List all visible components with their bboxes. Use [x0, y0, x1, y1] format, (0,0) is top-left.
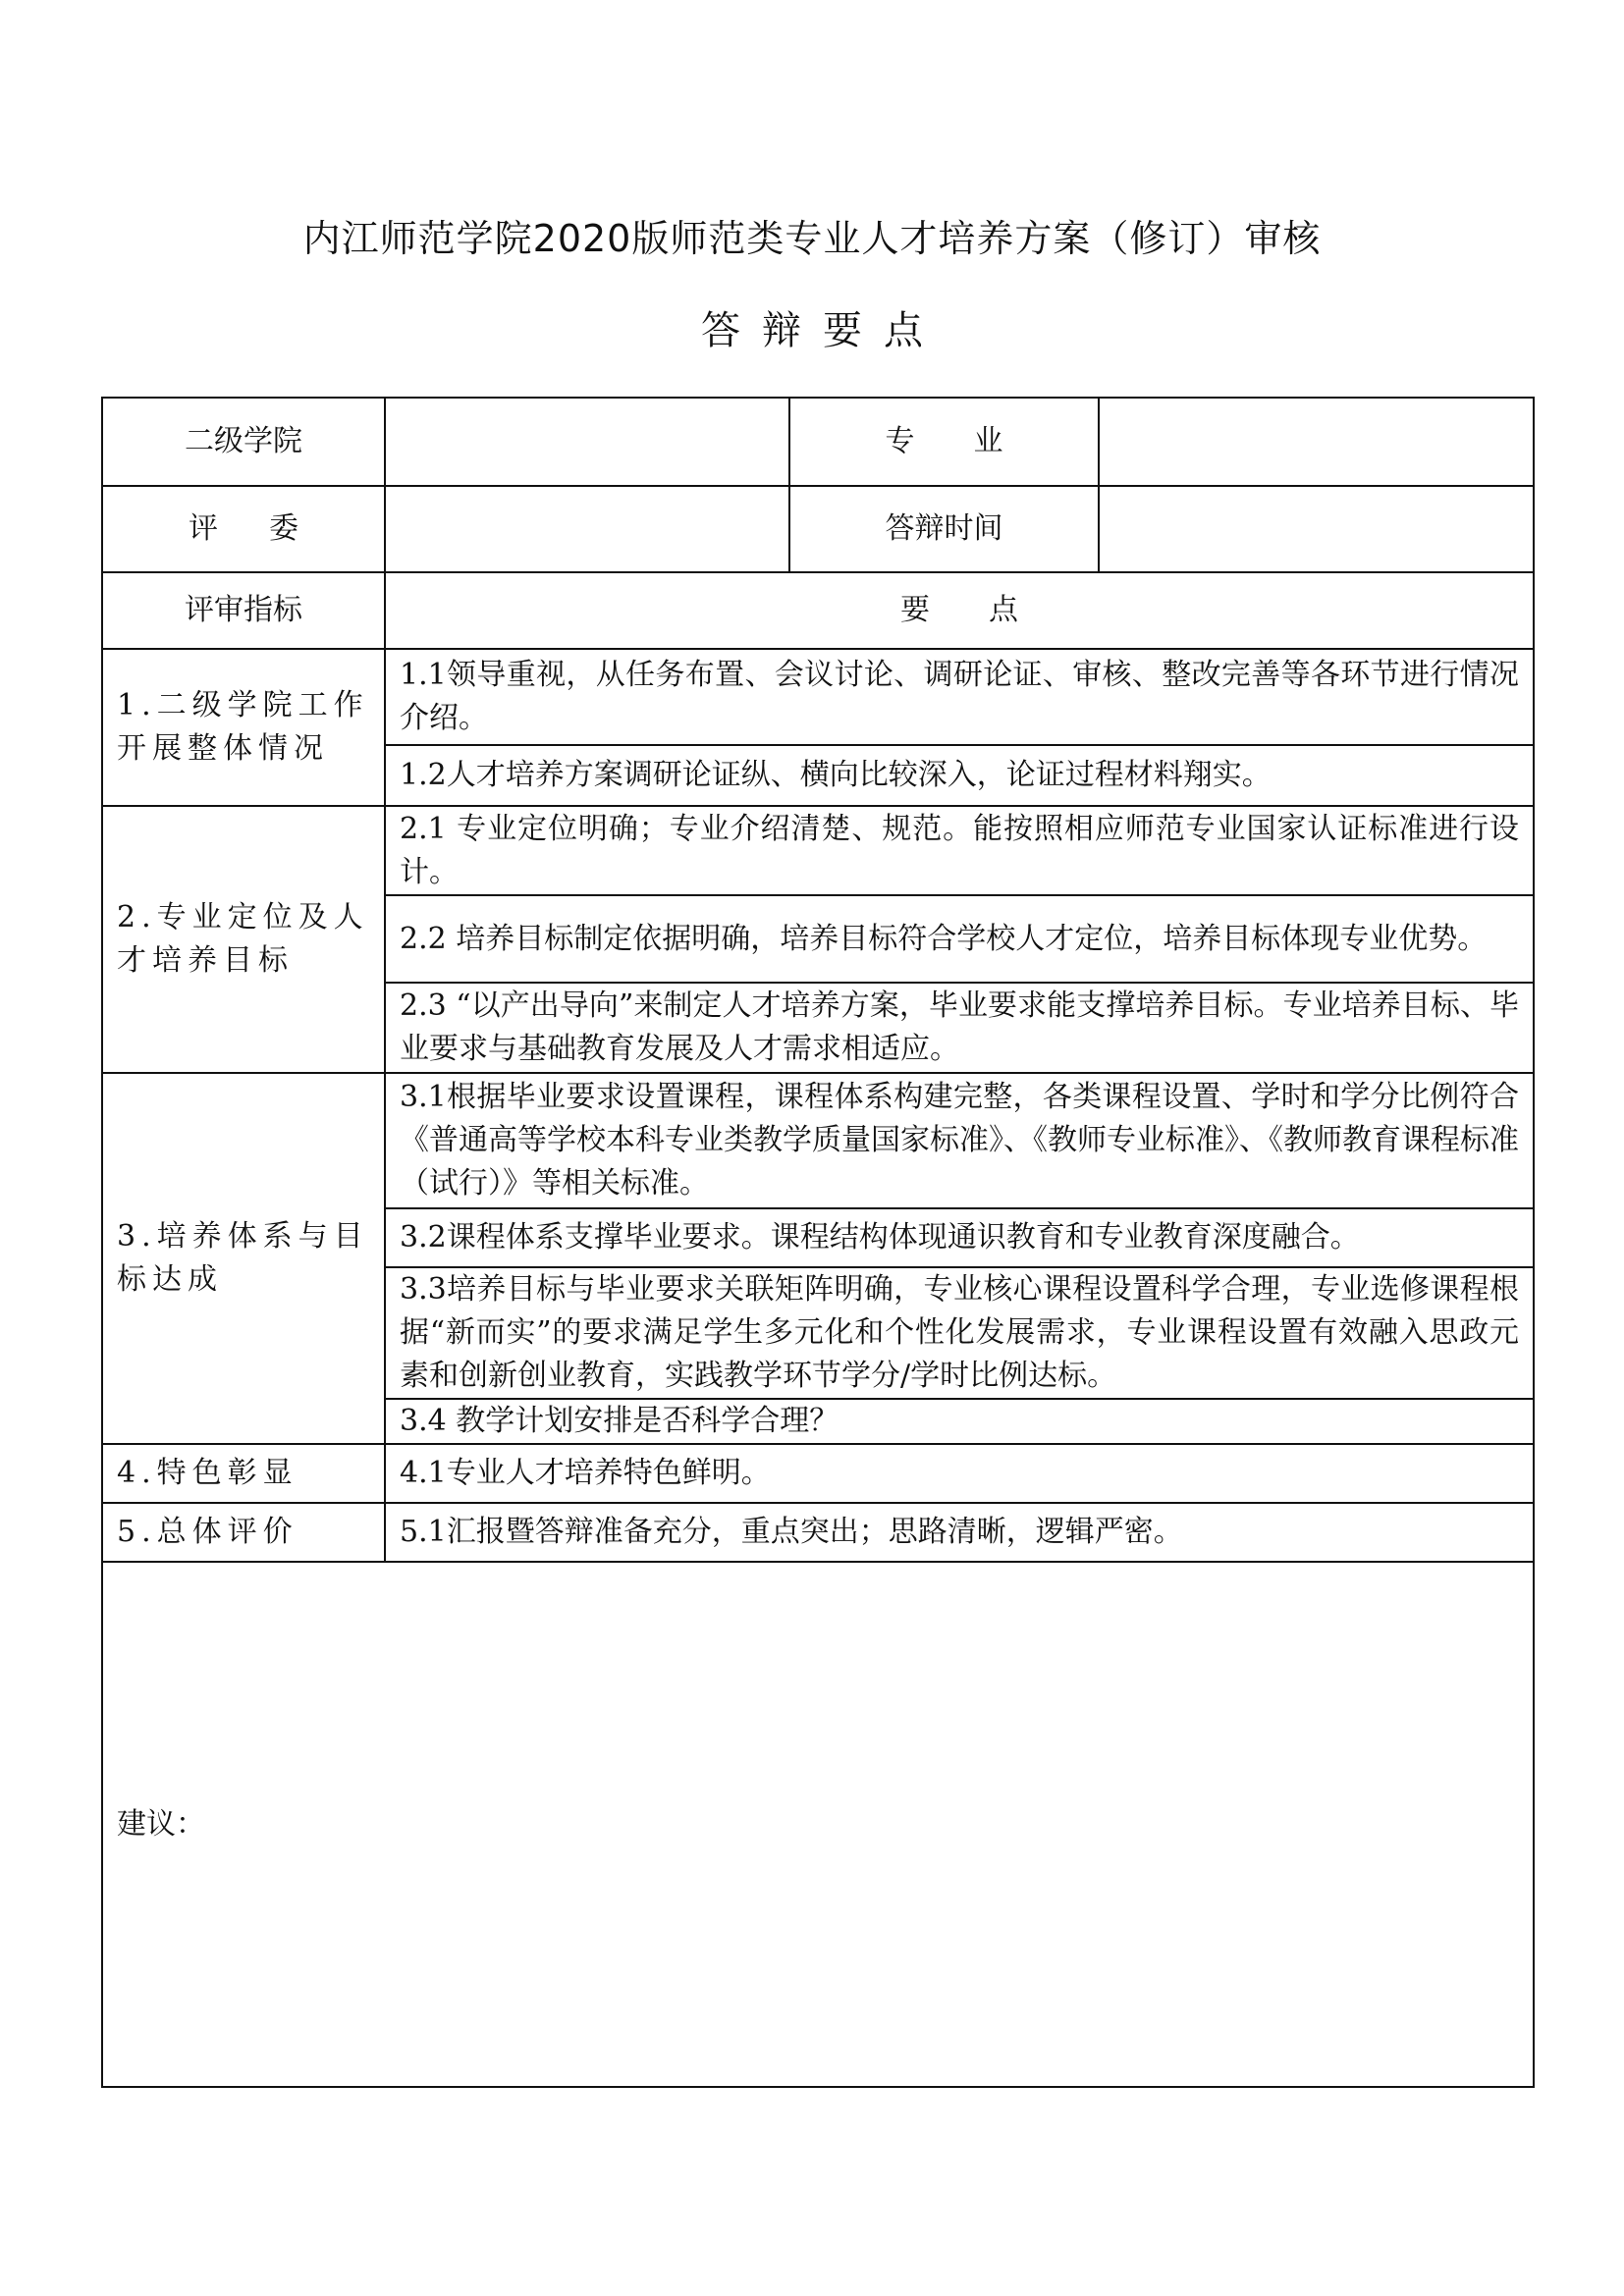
point-cell: 1.2人才培养方案调研论证纵、横向比较深入，论证过程材料翔实。 — [385, 745, 1534, 806]
judge-value-field[interactable] — [385, 486, 789, 572]
indicator-cell: 1.二级学院工作开展整体情况 — [102, 649, 385, 806]
document-title: 内江师范学院2020版师范类专业人才培养方案（修订）审核 — [302, 217, 1322, 260]
judge-label: 评委 — [189, 511, 350, 546]
point-cell: 3.1根据毕业要求设置课程，课程体系构建完整，各类课程设置、学时和学分比例符合《普通高等学校本科专业类教学质量国家标准》、《教师专业标准》、《教师教育课程标准（试行）》等相关标准。 — [385, 1073, 1534, 1208]
indicator-cell: 4.特色彰显 — [102, 1444, 385, 1503]
point-cell: 2.2 培养目标制定依据明确，培养目标符合学校人才定位，培养目标体现专业优势。 — [385, 895, 1534, 983]
indicator-cell: 3.培养体系与目标达成 — [102, 1073, 385, 1444]
indicator-cell: 2.专业定位及人才培养目标 — [102, 806, 385, 1073]
major-label: 专业 — [885, 424, 1062, 458]
indicator-header: 评审指标 — [102, 572, 385, 649]
point-cell: 4.1专业人才培养特色鲜明。 — [385, 1444, 1534, 1503]
table-row — [102, 1073, 1534, 1208]
table-row — [102, 649, 1534, 745]
column-header-row — [102, 572, 1534, 649]
point-cell: 3.3培养目标与毕业要求关联矩阵明确，专业核心课程设置科学合理，专业选修课程根据“新而实”的要求满足学生多元化和个性化发展需求，专业课程设置有效融入思政元素和创新创业教育，实践教学环节学分/学时比例达标。 — [385, 1267, 1534, 1399]
college-value-field[interactable] — [385, 398, 789, 486]
point-cell: 2.1 专业定位明确；专业介绍清楚、规范。能按照相应师范专业国家认证标准进行设计。 — [385, 806, 1534, 895]
table-row — [102, 1503, 1534, 1562]
college-label-cell — [102, 398, 385, 486]
document-subtitle: 答辩要点 — [701, 308, 945, 353]
points-header-cell — [385, 572, 1534, 649]
table-row — [102, 1444, 1534, 1503]
time-label-cell — [789, 486, 1099, 572]
advice-row — [102, 1562, 1534, 2087]
points-header: 要点 — [900, 593, 1077, 627]
college-label: 二级学院 — [185, 424, 302, 458]
header-row-judge — [102, 486, 1534, 572]
table-row — [102, 806, 1534, 895]
time-value-field[interactable] — [1099, 486, 1534, 572]
advice-label: 建议： — [117, 1806, 205, 1842]
advice-field[interactable] — [102, 1562, 1534, 2087]
point-cell: 3.4 教学计划安排是否科学合理？ — [385, 1399, 1534, 1444]
point-cell: 2.3 “以产出导向”来制定人才培养方案，毕业要求能支撑培养目标。专业培养目标、毕业要求与基础教育发展及人才需求相适应。 — [385, 983, 1534, 1073]
point-cell: 3.2课程体系支撑毕业要求。课程结构体现通识教育和专业教育深度融合。 — [385, 1208, 1534, 1267]
time-label: 答辩时间 — [885, 511, 1003, 546]
judge-label-cell — [102, 486, 385, 572]
review-form-table — [101, 397, 1535, 2088]
point-cell: 5.1汇报暨答辩准备充分，重点突出；思路清晰，逻辑严密。 — [385, 1503, 1534, 1562]
point-cell: 1.1领导重视，从任务布置、会议讨论、调研论证、审核、整改完善等各环节进行情况介绍。 — [385, 649, 1534, 745]
major-label-cell — [789, 398, 1099, 486]
header-row-college — [102, 398, 1534, 486]
major-value-field[interactable] — [1099, 398, 1534, 486]
indicator-cell: 5.总体评价 — [102, 1503, 385, 1562]
